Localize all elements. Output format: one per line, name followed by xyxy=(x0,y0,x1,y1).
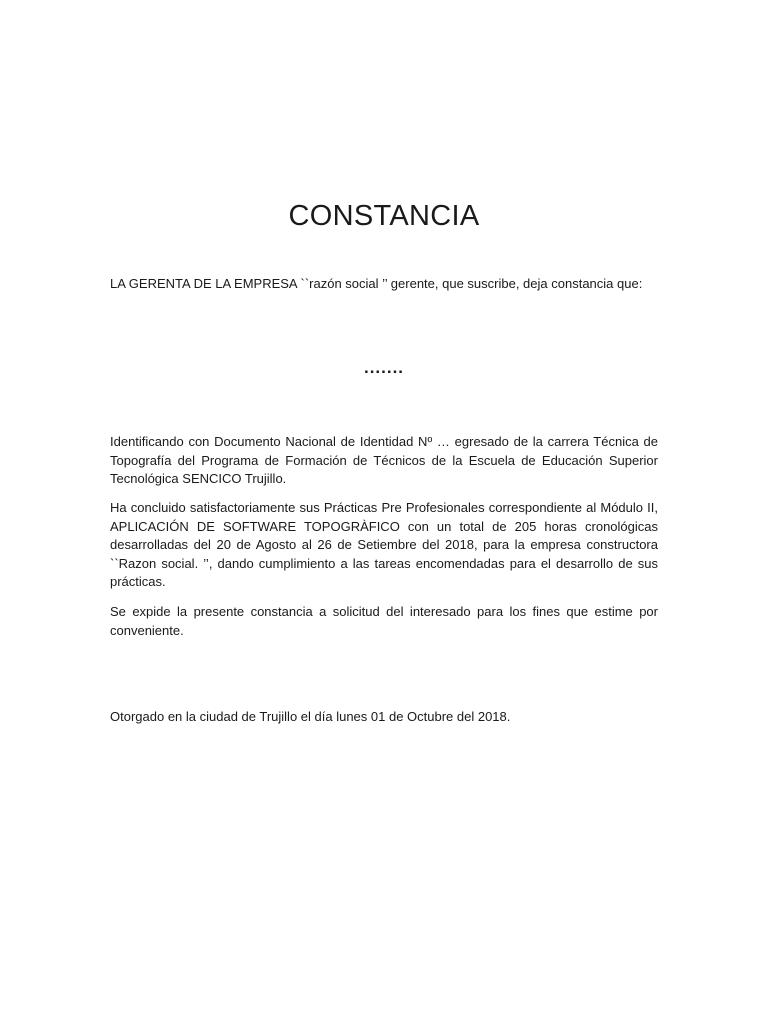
intro-paragraph: LA GERENTA DE LA EMPRESA ``razón social ’’ gerente, que suscribe, deja constancia que: xyxy=(110,276,643,291)
practices-paragraph: Ha concluido satisfactoriamente sus Prácticas Pre Profesionales correspondiente al Módulo II, APLICACIÓN DE SOFTWARE TOPOGRÀFICO con un total de 205 horas cronológicas desarrolladas del 20 de Agosto al 26 de Setiembre del 2018, para la empresa constructora ``Razon social. ’’, dando cumplimiento a las tareas encomendadas para el desarrollo de sus prácticas. xyxy=(110,500,658,589)
name-placeholder: ....... xyxy=(363,358,405,377)
document-title: CONSTANCIA xyxy=(288,200,480,232)
purpose-paragraph: Se expide la presente constancia a solicitud del interesado para los fines que estime por conveniente. xyxy=(110,604,658,638)
identification-paragraph: Identificando con Documento Nacional de Identidad Nº … egresado de la carrera Técnica de Topografía del Programa de Formación de Técnicos de la Escuela de Educación Superior Tecnológica SENCICO Trujillo. xyxy=(110,434,658,486)
closing-line: Otorgado en la ciudad de Trujillo el día lunes 01 de Octubre del 2018. xyxy=(110,709,511,724)
